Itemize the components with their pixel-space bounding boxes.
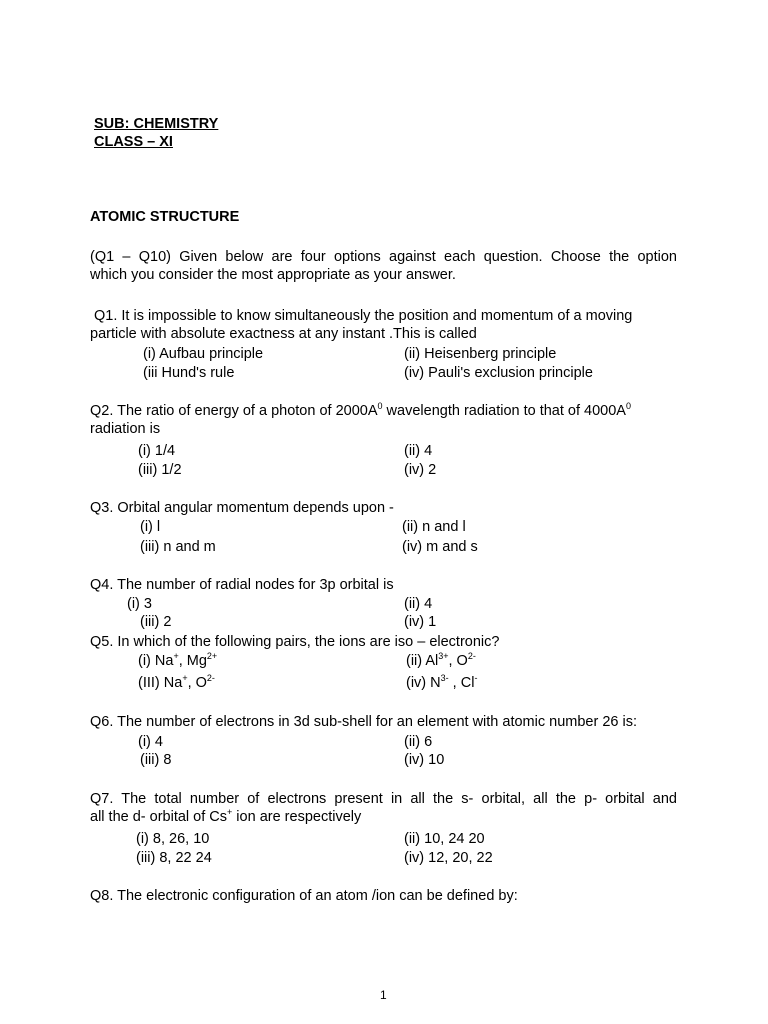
- q5-option-3-text-b: , O: [187, 675, 207, 691]
- q1-text-line-1: Q1. It is impossible to know simultaneously the position and momentum of a moving: [94, 308, 633, 324]
- q8-text: Q8. The electronic configuration of an atom /ion can be defined by:: [90, 888, 518, 904]
- q5-option-3: [138, 674, 215, 692]
- q7-text-line-1: Q7. The total number of electrons present in all the s- orbital, all the p- orbital and: [90, 791, 677, 807]
- q5-option-2: [406, 652, 476, 670]
- q4-option-4: (iv) 1: [404, 614, 437, 630]
- q1-option-3: (iii Hund's rule: [143, 365, 235, 381]
- q2-option-1: (i) 1/4: [138, 443, 176, 459]
- q5-option-4-text-a: (iv) N: [406, 675, 441, 691]
- q6-option-3: (iii) 8: [140, 752, 172, 768]
- q7-text-line-2-b: ion are respectively: [232, 809, 362, 825]
- q3-option-1: (i) l: [140, 519, 161, 535]
- q5-option-2-charge-b: 2-: [467, 651, 476, 662]
- q5-option-3-charge-b: 2-: [206, 673, 215, 684]
- q3-option-4: (iv) m and s: [402, 539, 478, 555]
- q3-option-3: (iii) n and m: [140, 539, 216, 555]
- q6-option-2: (ii) 6: [404, 734, 433, 750]
- q2-text-part-1: Q2. The ratio of energy of a photon of 2000A: [90, 403, 378, 419]
- q4-option-2: (ii) 4: [404, 596, 433, 612]
- q6-text: Q6. The number of electrons in 3d sub-shell for an element with atomic number 26 is:: [90, 714, 637, 730]
- q3-option-2: (ii) n and l: [402, 519, 466, 535]
- q1-text-line-2: particle with absolute exactness at any instant .This is called: [90, 326, 477, 342]
- q7-text-line-2-a: all the d- orbital of Cs: [90, 809, 228, 825]
- q5-option-4-charge-b: -: [474, 673, 478, 684]
- q2-text-part-2: wavelength radiation to that of 4000A: [382, 403, 626, 419]
- q7-text-line-2: [90, 808, 361, 826]
- page-number: 1: [380, 988, 387, 1002]
- q7-option-1: (i) 8, 26, 10: [136, 831, 210, 847]
- q2-text-line-1: [90, 402, 631, 420]
- q5-option-1-text-b: , Mg: [178, 653, 207, 669]
- q5-option-4-charge-a: 3-: [440, 673, 449, 684]
- q2-option-4: (iv) 2: [404, 462, 437, 478]
- q5-option-3-charge-a: +: [182, 673, 188, 684]
- q6-option-4: (iv) 10: [404, 752, 445, 768]
- q2-option-2: (ii) 4: [404, 443, 433, 459]
- q5-option-3-text-a: (III) Na: [138, 675, 183, 691]
- q5-option-2-text-b: , O: [448, 653, 468, 669]
- q4-option-3: (iii) 2: [140, 614, 172, 630]
- q5-option-1: [138, 652, 217, 670]
- q4-text: Q4. The number of radial nodes for 3p orbital is: [90, 577, 394, 593]
- class-heading: CLASS – XI: [94, 134, 173, 150]
- q2-degree-1: 0: [377, 401, 383, 412]
- q5-option-4-text-b: , Cl: [448, 675, 475, 691]
- q5-option-1-text-a: (i) Na: [138, 653, 174, 669]
- q5-option-4: [406, 674, 477, 692]
- q6-option-1: (i) 4: [138, 734, 163, 750]
- instructions-line-2: which you consider the most appropriate as your answer.: [90, 267, 456, 283]
- section-title: ATOMIC STRUCTURE: [90, 209, 240, 225]
- q1-option-1: (i) Aufbau principle: [143, 346, 264, 362]
- q5-option-2-text-a: (ii) Al: [406, 653, 439, 669]
- q2-option-3: (iii) 1/2: [138, 462, 182, 478]
- q7-option-4: (iv) 12, 20, 22: [404, 850, 493, 866]
- q5-option-1-charge-a: +: [173, 651, 179, 662]
- q5-option-1-charge-b: 2+: [206, 651, 218, 662]
- instructions-line-1: (Q1 – Q10) Given below are four options against each question. Choose the option: [90, 249, 677, 265]
- q7-option-3: (iii) 8, 22 24: [136, 850, 212, 866]
- q4-option-1: (i) 3: [127, 596, 152, 612]
- q1-option-4: (iv) Pauli's exclusion principle: [404, 365, 593, 381]
- subject-heading: SUB: CHEMISTRY: [94, 116, 219, 132]
- q2-text-line-2: radiation is: [90, 421, 161, 437]
- q3-text: Q3. Orbital angular momentum depends upon -: [90, 500, 394, 516]
- q5-option-2-charge-a: 3+: [438, 651, 449, 662]
- q2-degree-2: 0: [625, 401, 631, 412]
- q7-cs-charge: +: [227, 807, 233, 818]
- q7-option-2: (ii) 10, 24 20: [404, 831, 485, 847]
- q1-option-2: (ii) Heisenberg principle: [404, 346, 557, 362]
- q5-text: Q5. In which of the following pairs, the ions are iso – electronic?: [90, 634, 500, 650]
